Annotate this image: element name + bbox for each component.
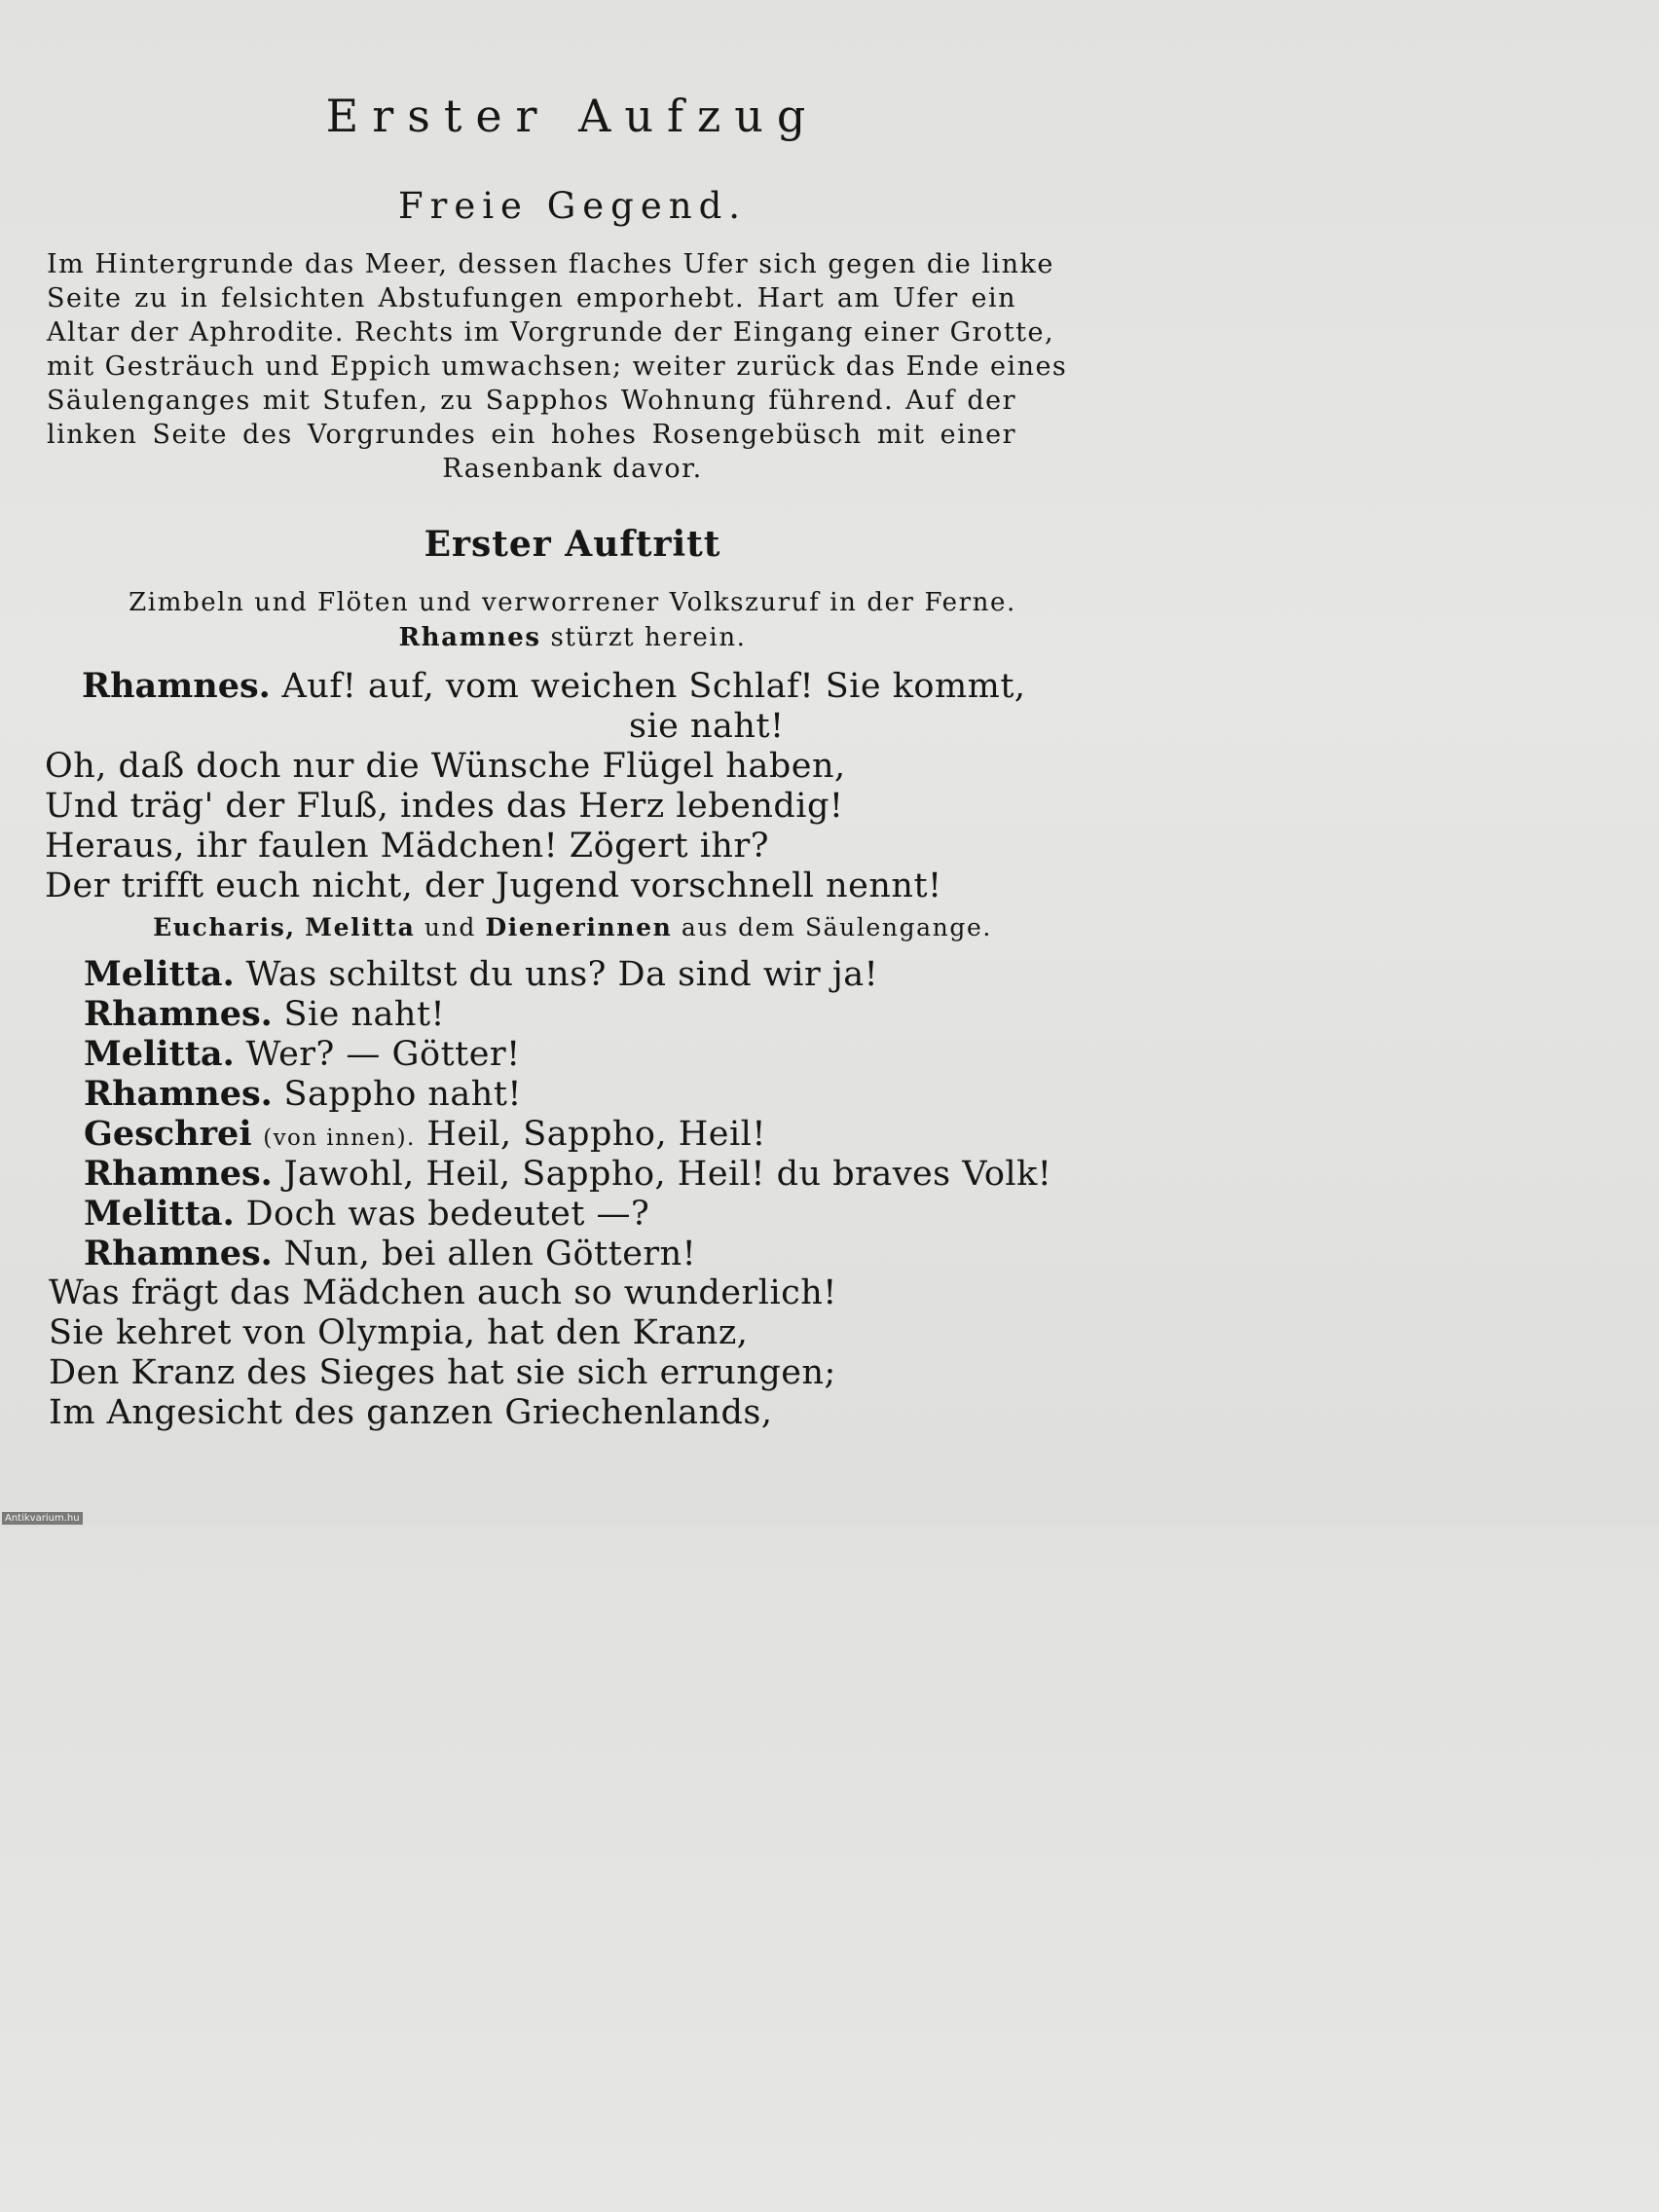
stage-direction: Zimbeln und Flöten und verworrener Volkszuruf in der Ferne.	[129, 588, 1016, 617]
stage-setting-line: Säulenganges mit Stufen, zu Sapphos Wohnung führend. Auf der	[47, 386, 1016, 416]
verse-line: Und träg' der Fluß, indes das Herz lebendig!	[45, 787, 844, 826]
speech-text: Heil, Sappho, Heil!	[426, 1115, 766, 1154]
speech-text: Sie naht!	[283, 995, 446, 1034]
stage-direction	[0, 913, 1145, 941]
character-name: Rhamnes	[398, 623, 541, 652]
scene-title: Erster Auftritt	[424, 524, 721, 565]
character-name: Dienerinnen	[485, 913, 673, 941]
verse-line: Den Kranz des Sieges hat sie sich errungen;	[49, 1353, 836, 1392]
speech-text: Doch was bedeutet —?	[245, 1195, 650, 1234]
act-title: Erster Aufzug	[325, 90, 820, 142]
stage-setting-line: mit Gesträuch und Eppich umwachsen; weiter zurück das Ende eines	[47, 351, 1068, 382]
speaker-name: Rhamnes.	[82, 666, 271, 706]
verse-line: Oh, daß doch nur die Wünsche Flügel haben,	[45, 747, 846, 786]
speech-text: Was schiltst du uns? Da sind wir ja!	[245, 955, 879, 994]
verse-line: Sie kehret von Olympia, hat den Kranz,	[49, 1313, 749, 1352]
speaker-name: Melitta.	[84, 954, 235, 994]
speaker-name: Rhamnes.	[84, 1234, 273, 1273]
dialogue-line	[84, 1074, 522, 1114]
stage-setting-line: Im Hintergrunde das Meer, dessen flaches Ufer sich gegen die linke	[47, 249, 1054, 279]
stage-direction	[0, 623, 1145, 652]
speech-text: Wer? — Götter!	[245, 1035, 521, 1074]
watermark: Antikvarium.hu	[2, 1512, 83, 1525]
verse-line: Heraus, ihr faulen Mädchen! Zögert ihr?	[45, 827, 769, 866]
speaker-name: Melitta.	[84, 1034, 235, 1074]
dialogue-line	[82, 666, 1026, 706]
speaker-name: Melitta.	[84, 1194, 235, 1234]
direction-text: aus dem Säulengange.	[681, 913, 992, 941]
character-name: Eucharis,	[153, 913, 296, 941]
speech-text: Auf! auf, vom weichen Schlaf! Sie kommt,	[281, 667, 1026, 706]
verse-line: Was frägt das Mädchen auch so wunderlich!	[49, 1273, 837, 1312]
speaker-name: Geschrei	[84, 1114, 252, 1154]
speech-continuation: sie naht!	[629, 707, 785, 746]
stage-setting-line: Seite zu in felsichten Abstufungen emporhebt. Hart am Ufer ein	[47, 283, 1016, 313]
verse-line: Der trifft euch nicht, der Jugend vorschnell nennt!	[45, 866, 942, 905]
stage-setting-line: Altar der Aphrodite. Rechts im Vorgrunde der Eingang einer Grotte,	[47, 317, 1055, 348]
speech-text: Jawohl, Heil, Sappho, Heil! du braves Volk!	[283, 1155, 1052, 1194]
speaker-name: Rhamnes.	[84, 994, 273, 1034]
speaker-name: Rhamnes.	[84, 1154, 273, 1194]
dialogue-line	[84, 1194, 649, 1234]
dialogue-line	[84, 954, 878, 994]
character-name: Melitta	[305, 913, 416, 941]
dialogue-line	[84, 1034, 521, 1074]
speech-text: Sappho naht!	[283, 1075, 522, 1114]
setting-title: Freie Gegend.	[397, 185, 748, 227]
scanned-book-page	[0, 0, 1145, 1527]
dialogue-line	[84, 1234, 696, 1273]
stage-aside: (von innen).	[263, 1125, 416, 1151]
stage-setting-line: Rasenbank davor.	[442, 454, 703, 484]
direction-text: und	[424, 913, 476, 941]
speaker-name: Rhamnes.	[84, 1074, 273, 1114]
dialogue-line	[84, 1114, 766, 1154]
direction-text: stürzt herein.	[550, 623, 747, 652]
dialogue-line	[84, 1154, 1052, 1194]
verse-line: Im Angesicht des ganzen Griechenlands,	[49, 1393, 773, 1432]
speech-text: Nun, bei allen Göttern!	[283, 1235, 697, 1273]
dialogue-line	[84, 994, 445, 1034]
stage-setting-line: linken Seite des Vorgrundes ein hohes Rosengebüsch mit einer	[47, 420, 1016, 450]
